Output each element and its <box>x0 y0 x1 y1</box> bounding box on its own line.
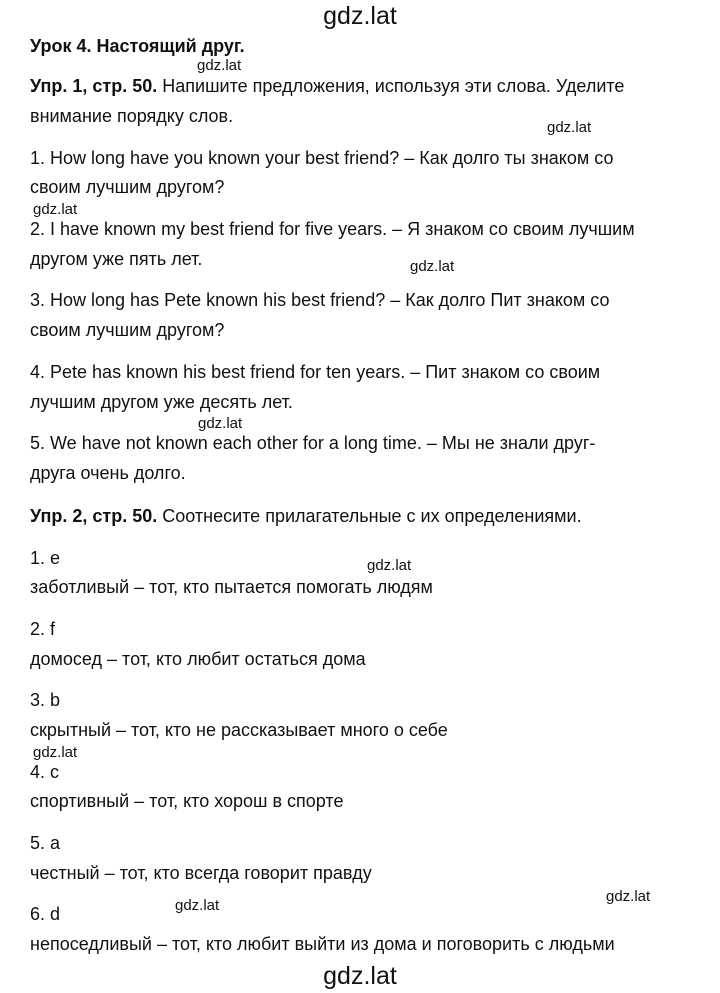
ex1-instruction-text: Напишите предложения, используя эти слова. Уделите <box>162 76 625 96</box>
ex1-item-2-line1: 2. I have known my best friend for five years. – Я знаком со своим лучшим <box>30 219 635 239</box>
ex2-definition-1: заботливый – тот, кто пытается помогать людям <box>30 577 433 597</box>
ex2-label: Упр. 2, стр. 50. <box>30 506 158 526</box>
ex1-item-3-line1: 3. How long has Pete known his best friend? – Как долго Пит знаком со <box>30 290 610 310</box>
ex2-definition-5: честный – тот, кто всегда говорит правду <box>30 863 372 883</box>
ex1-item-3-line2: своим лучшим другом? <box>30 320 225 340</box>
watermark: gdz.lat <box>33 201 78 218</box>
lesson-title: Урок 4. Настоящий друг. <box>30 36 245 56</box>
ex2-instruction <box>30 505 582 527</box>
watermark: gdz.lat <box>175 897 220 914</box>
ex1-item-5-line2: друга очень долго. <box>30 463 186 483</box>
ex2-answer-2: 2. f <box>30 619 56 639</box>
ex2-instruction-text: Соотнесите прилагательные с их определениями. <box>162 506 582 526</box>
ex1-label: Упр. 1, стр. 50. <box>30 76 158 96</box>
ex2-answer-1: 1. e <box>30 548 61 568</box>
site-footer-watermark: gdz.lat <box>323 962 397 990</box>
ex2-answer-3: 3. b <box>30 690 61 710</box>
ex1-item-1-line1: 1. How long have you known your best friend? – Как долго ты знаком со <box>30 148 614 168</box>
ex1-item-4-line2: лучшим другом уже десять лет. <box>30 392 293 412</box>
watermark: gdz.lat <box>410 258 455 275</box>
ex2-answer-5: 5. a <box>30 833 61 853</box>
ex2-definition-2: домосед – тот, кто любит остаться дома <box>30 649 366 669</box>
ex2-answer-4: 4. c <box>30 762 60 782</box>
watermark: gdz.lat <box>606 888 651 905</box>
ex1-item-1-line2: своим лучшим другом? <box>30 177 225 197</box>
watermark: gdz.lat <box>547 119 592 136</box>
watermark: gdz.lat <box>198 415 243 432</box>
ex2-definition-6: непоседливый – тот, кто любит выйти из дома и поговорить с людьми <box>30 934 615 954</box>
ex1-item-2-line2: другом уже пять лет. <box>30 249 203 269</box>
watermark: gdz.lat <box>33 744 78 761</box>
ex2-definition-3: скрытный – тот, кто не рассказывает много о себе <box>30 720 448 740</box>
ex1-item-4-line1: 4. Pete has known his best friend for ten years. – Пит знаком со своим <box>30 362 601 382</box>
site-header-watermark: gdz.lat <box>323 2 397 30</box>
ex1-instruction-line1 <box>30 75 624 97</box>
watermark: gdz.lat <box>367 557 412 574</box>
ex1-item-5-line1: 5. We have not known each other for a long time. – Мы не знали друг- <box>30 433 596 453</box>
watermark: gdz.lat <box>197 57 242 74</box>
ex1-instruction-line2: внимание порядку слов. <box>30 106 234 126</box>
ex2-answer-6: 6. d <box>30 904 61 924</box>
ex2-definition-4: спортивный – тот, кто хорош в спорте <box>30 791 344 811</box>
